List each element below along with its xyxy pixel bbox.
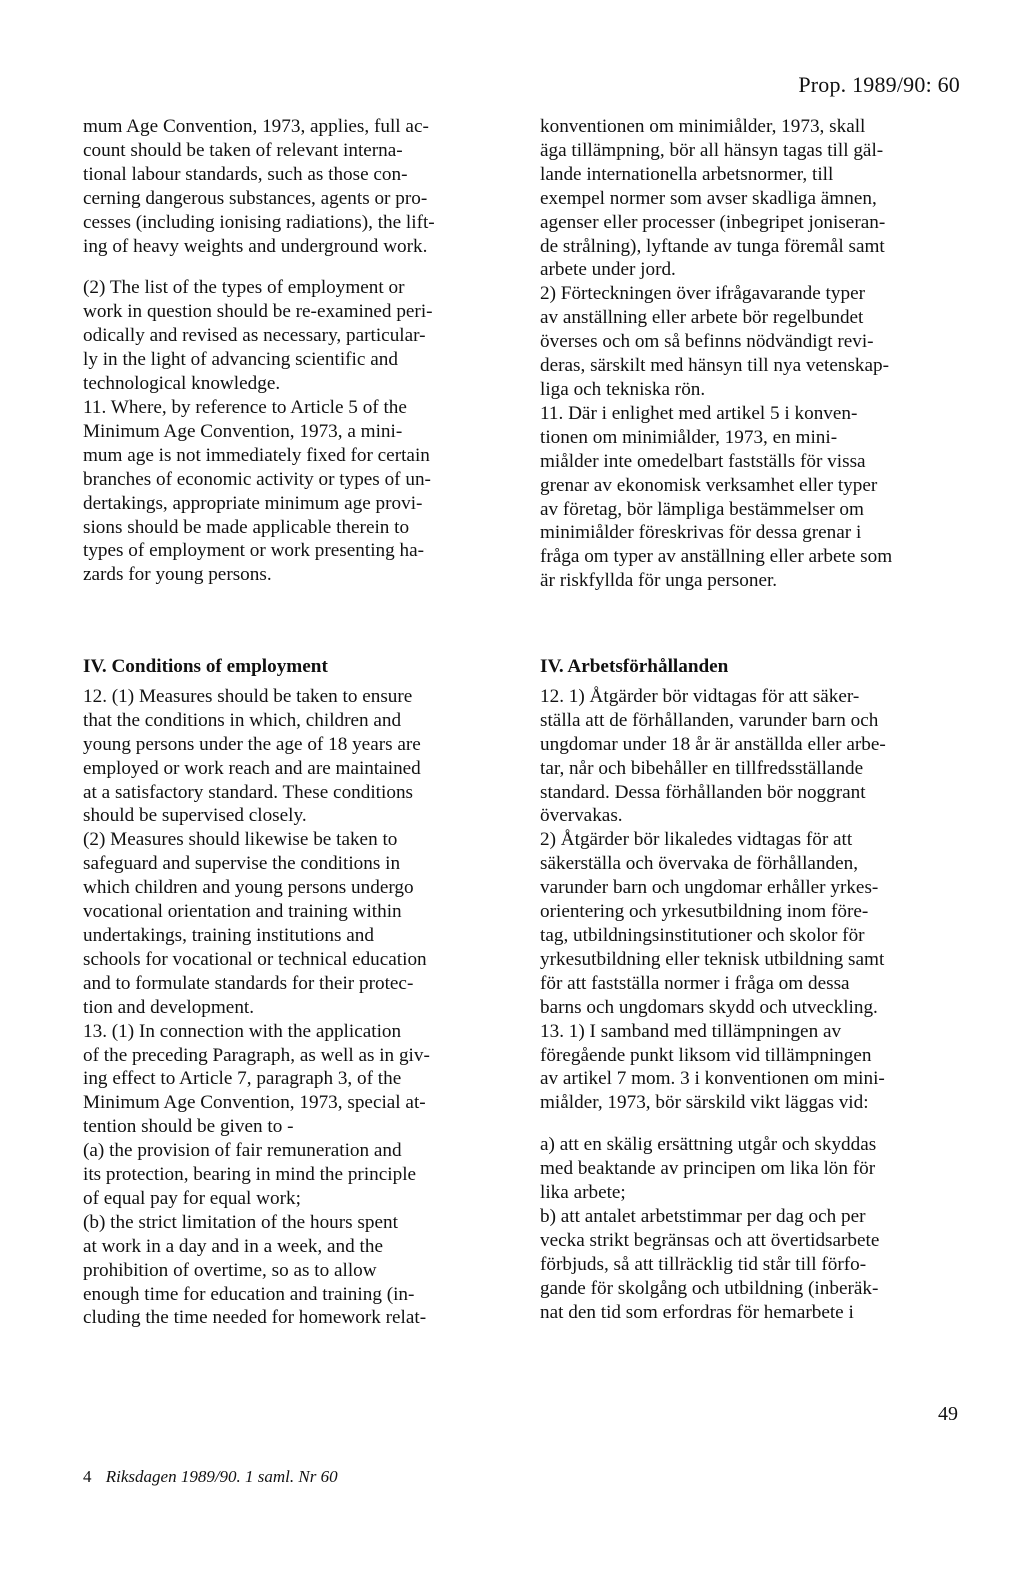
- text-line: types of employment or work presenting ha-: [83, 540, 425, 562]
- text-line: 11. Där i enlighet med artikel 5 i konven-: [540, 402, 858, 424]
- text-line: 2) Åtgärder bör likaledes vidtagas för att: [540, 829, 853, 851]
- text-line: lika arbete;: [540, 1182, 626, 1204]
- text-line: barns och ungdomars skydd och utveckling.: [540, 996, 878, 1018]
- english-column-bottom: [83, 655, 495, 1330]
- text-line: zards for young persons.: [83, 564, 272, 586]
- text-line: ing of heavy weights and underground work.: [83, 235, 428, 257]
- text-line: tar, når och bibehåller en tillfredsställande: [540, 757, 864, 779]
- text-line: 12. 1) Åtgärder bör vidtagas för att säker-: [540, 685, 860, 707]
- text-line: yrkesutbildning eller teknisk utbildning samt: [540, 948, 885, 970]
- text-line: minimiålder föreskrivas för dessa grenar i: [540, 522, 862, 544]
- text-line: säkerställa och övervaka de förhållanden,: [540, 853, 859, 875]
- text-line: odically and revised as necessary, particular-: [83, 325, 426, 347]
- text-line: exempel normer som avser skadliga ämnen,: [540, 187, 877, 209]
- text-line: övervakas.: [540, 805, 623, 827]
- text-line: miålder inte omedelbart fastställs för vissa: [540, 450, 866, 472]
- text-line: employed or work reach and are maintained: [83, 757, 421, 779]
- text-line: undertakings, training institutions and: [83, 924, 374, 946]
- text-line: de strålning), lyftande av tunga föremål samt: [540, 235, 885, 257]
- text-line: ly in the light of advancing scientific and: [83, 349, 398, 371]
- text-line: young persons under the age of 18 years are: [83, 733, 421, 755]
- text-line: (2) Measures should likewise be taken to: [83, 829, 398, 851]
- text-line: count should be taken of relevant interna-: [83, 139, 403, 161]
- text-line: enough time for education and training (in-: [83, 1283, 415, 1305]
- text-line: 12. (1) Measures should be taken to ensure: [83, 685, 413, 707]
- text-line: tention should be given to -: [83, 1116, 294, 1138]
- footer-sheet-number: 4: [83, 1467, 92, 1486]
- text-line: branches of economic activity or types of un-: [83, 468, 431, 490]
- text-line: a) att en skälig ersättning utgår och skyddas: [540, 1134, 877, 1156]
- text-line: arbete under jord.: [540, 259, 676, 281]
- text-line: work in question should be re-examined peri-: [83, 301, 433, 323]
- text-line: and to formulate standards for their protec-: [83, 972, 414, 994]
- text-line: lande internationella arbetsnormer, till: [540, 163, 834, 185]
- text-line: tag, utbildningsinstitutioner och skolor för: [540, 924, 865, 946]
- text-line: at a satisfactory standard. These conditions: [83, 781, 414, 803]
- text-line: its protection, bearing in mind the principle: [83, 1164, 417, 1186]
- text-line: av artikel 7 mom. 3 i konventionen om mini-: [540, 1068, 885, 1090]
- text-line: prohibition of overtime, so as to allow: [83, 1259, 377, 1281]
- text-line: varunder barn och ungdomar erhåller yrkes-: [540, 877, 879, 899]
- text-line: orientering och yrkesutbildning inom före-: [540, 901, 869, 923]
- text-line: dertakings, appropriate minimum age provi-: [83, 492, 423, 514]
- swedish-section-body: [540, 685, 952, 1325]
- text-line: miålder, 1973, bör särskild vikt läggas vid:: [540, 1092, 869, 1114]
- text-line: överses och om så befinns nödvändigt revi-: [540, 331, 874, 353]
- text-line: b) att antalet arbetstimmar per dag och per: [540, 1205, 866, 1227]
- text-line: cluding the time needed for homework relat-: [83, 1307, 427, 1329]
- text-line: (b) the strict limitation of the hours spent: [83, 1211, 398, 1233]
- english-section-heading: IV. Conditions of employment: [83, 656, 328, 677]
- text-line: tional labour standards, such as those con-: [83, 163, 408, 185]
- text-line: grenar av ekonomisk verksamhet eller typer: [540, 474, 878, 496]
- paragraph-gap: [83, 258, 495, 276]
- text-line: nat den tid som erfordras för hemarbete i: [540, 1301, 854, 1323]
- text-line: Minimum Age Convention, 1973, special at-: [83, 1092, 426, 1114]
- text-line: liga och tekniska rön.: [540, 378, 706, 400]
- text-line: cesses (including ionising radiations), the lift-: [83, 211, 435, 233]
- footer-publication: Riksdagen 1989/90. 1 saml. Nr 60: [105, 1467, 338, 1486]
- text-line: (2) The list of the types of employment or: [83, 277, 405, 299]
- english-section-body: [83, 685, 495, 1330]
- text-line: 11. Where, by reference to Article 5 of the: [83, 396, 407, 418]
- text-line: ungdomar under 18 år är anställda eller arbe-: [540, 733, 886, 755]
- text-line: agenser eller processer (inbegripet joniseran-: [540, 211, 886, 233]
- page-number: 49: [938, 1403, 958, 1425]
- text-line: standard. Dessa förhållanden bör noggrant: [540, 781, 866, 803]
- text-line: safeguard and supervise the conditions in: [83, 853, 401, 875]
- text-line: förbjuds, så att tillräcklig tid står till förfo-: [540, 1253, 867, 1275]
- text-line: 13. (1) In connection with the application: [83, 1020, 402, 1042]
- text-line: mum age is not immediately fixed for certain: [83, 444, 430, 466]
- text-line: tionen om minimiålder, 1973, en mini-: [540, 426, 838, 448]
- text-line: av företag, bör lämpliga bestämmelser om: [540, 498, 864, 520]
- text-line: schools for vocational or technical education: [83, 948, 427, 970]
- text-line: of equal pay for equal work;: [83, 1187, 301, 1209]
- text-line: mum Age Convention, 1973, applies, full ac-: [83, 116, 429, 137]
- text-line: ing effect to Article 7, paragraph 3, of the: [83, 1068, 402, 1090]
- footer: [83, 1467, 338, 1487]
- text-line: tion and development.: [83, 996, 255, 1018]
- text-line: fråga om typer av anställning eller arbete som: [540, 546, 893, 568]
- text-line: sions should be made applicable therein to: [83, 516, 410, 538]
- swedish-section-heading: IV. Arbetsförhållanden: [540, 656, 729, 677]
- text-line: av anställning eller arbete bör regelbundet: [540, 307, 864, 329]
- paragraph-gap: [540, 1115, 952, 1133]
- text-line: should be supervised closely.: [83, 805, 307, 827]
- text-line: med beaktande av principen om lika lön för: [540, 1158, 876, 1180]
- text-line: 13. 1) I samband med tillämpningen av: [540, 1020, 842, 1042]
- english-column-top: [83, 115, 495, 587]
- text-line: föregående punkt liksom vid tillämpningen: [540, 1044, 872, 1066]
- text-line: för att fastställa normer i fråga om dessa: [540, 972, 850, 994]
- document-reference: Prop. 1989/90: 60: [798, 72, 960, 97]
- text-line: deras, särskilt med hänsyn till nya vetenskap-: [540, 355, 890, 377]
- text-line: cerning dangerous substances, agents or pro-: [83, 187, 428, 209]
- text-line: äga tillämpning, bör all hänsyn tagas till gäl-: [540, 139, 884, 161]
- text-line: vocational orientation and training within: [83, 901, 402, 923]
- text-line: är riskfyllda för unga personer.: [540, 570, 778, 592]
- text-line: at work in a day and in a week, and the: [83, 1235, 383, 1257]
- swedish-column-top: [540, 115, 952, 593]
- text-line: (a) the provision of fair remuneration and: [83, 1140, 402, 1162]
- text-line: vecka strikt begränsas och att övertidsarbete: [540, 1229, 880, 1251]
- text-line: Minimum Age Convention, 1973, a mini-: [83, 420, 403, 442]
- text-line: ställa att de förhållanden, varunder barn och: [540, 709, 879, 731]
- text-line: of the preceding Paragraph, as well as in giv-: [83, 1044, 430, 1066]
- text-line: technological knowledge.: [83, 373, 281, 395]
- text-line: gande för skolgång och utbildning (inberäk-: [540, 1277, 879, 1299]
- swedish-column-bottom: [540, 655, 952, 1324]
- text-line: konventionen om minimiålder, 1973, skall: [540, 116, 866, 137]
- text-line: which children and young persons undergo: [83, 877, 414, 899]
- text-line: that the conditions in which, children and: [83, 709, 402, 731]
- text-line: 2) Förteckningen över ifrågavarande typer: [540, 283, 865, 305]
